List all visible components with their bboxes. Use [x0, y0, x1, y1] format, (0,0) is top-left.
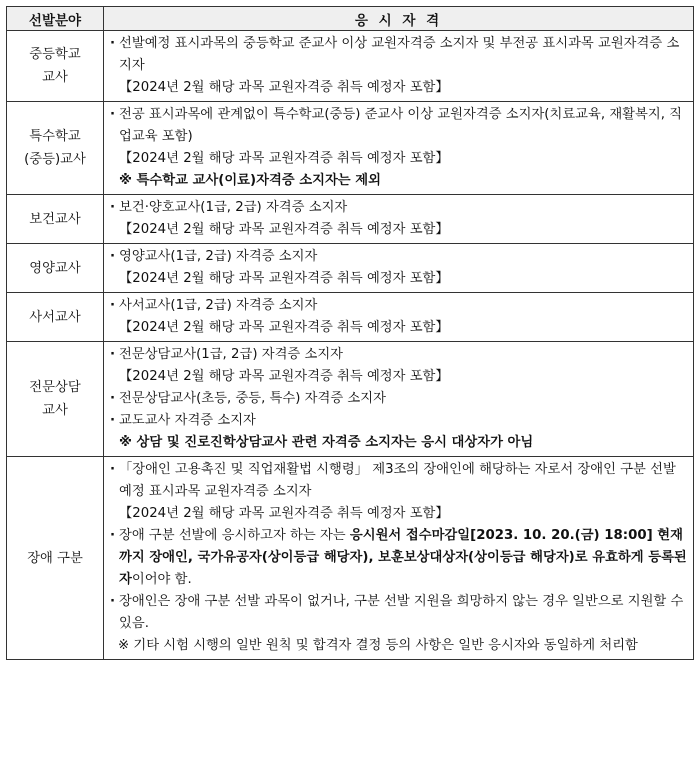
- expected-holder-note: 【2024년 2월 해당 과목 교원자격증 취득 예정자 포함】: [119, 369, 449, 384]
- bullet-item: · 선발예정 표시과목의 중등학교 준교사 이상 교원자격증 소지자 및 부전공 표시과목 교원자격증 소지자: [110, 33, 687, 77]
- category-label: 중등학교: [29, 47, 81, 62]
- qualification-cell: [104, 244, 694, 293]
- general-rule-note: ※ 기타 시험 시행의 일반 원칙 및 합격자 결정 등의 사항은 일반 응시자와 동일하게 처리함: [118, 638, 638, 653]
- qualification-cell: [104, 102, 694, 195]
- registration-deadline-text: 응시원서 접수마감일[2023. 10. 20.(금) 18:00] 현재까지 장애인, 국가유공자(상이등급 해당자), 보훈보상대상자(상이등급 해당자)로 유효하게 등록된 자: [119, 528, 687, 587]
- exclusion-note: ※ 상담 및 진로진학상담교사 관련 자격증 소지자는 응시 대상자가 아님: [119, 435, 534, 450]
- qualification-table: [6, 6, 694, 660]
- header-selection-field: 선발분야: [7, 7, 104, 31]
- bullet-item: · 전문상담교사(1급, 2급) 자격증 소지자: [110, 344, 687, 366]
- bullet-item: · 「장애인 고용촉진 및 직업재활법 시행령」 제3조의 장애인에 해당하는 자로서 장애인 구분 선발예정 표시과목 교원자격증 소지자: [110, 459, 687, 503]
- table-row: [7, 342, 694, 457]
- qualification-cell: [104, 195, 694, 244]
- qualification-cell: [104, 342, 694, 457]
- bullet-item: · 전공 표시과목에 관계없이 특수학교(중등) 준교사 이상 교원자격증 소지자(치료교육, 재활복지, 직업교육 포함): [110, 104, 687, 148]
- qualification-cell: [104, 293, 694, 342]
- bullet-item: · 보건·양호교사(1급, 2급) 자격증 소지자: [110, 197, 687, 219]
- expected-holder-note: 【2024년 2월 해당 과목 교원자격증 취득 예정자 포함】: [119, 271, 449, 286]
- table-row: [7, 457, 694, 660]
- table-row: [7, 293, 694, 342]
- exclusion-note: ※ 특수학교 교사(이료)자격증 소지자는 제외: [119, 173, 381, 188]
- category-label: 교사: [42, 403, 68, 418]
- category-cell: [7, 457, 104, 660]
- expected-holder-note: 【2024년 2월 해당 과목 교원자격증 취득 예정자 포함】: [119, 151, 449, 166]
- table-row: [7, 244, 694, 293]
- expected-holder-note: 【2024년 2월 해당 과목 교원자격증 취득 예정자 포함】: [119, 506, 449, 521]
- bullet-item: · 사서교사(1급, 2급) 자격증 소지자: [110, 295, 687, 317]
- category-label: 교사: [42, 70, 68, 85]
- category-cell: [7, 102, 104, 195]
- bullet-item: · 장애인은 장애 구분 선발 과목이 없거나, 구분 선발 지원을 희망하지 않는 경우 일반으로 지원할 수 있음.: [110, 591, 687, 635]
- expected-holder-note: 【2024년 2월 해당 과목 교원자격증 취득 예정자 포함】: [119, 222, 449, 237]
- expected-holder-note: 【2024년 2월 해당 과목 교원자격증 취득 예정자 포함】: [119, 80, 449, 95]
- bullet-text: 장애 구분 선발에 응시하고자 하는 자는: [119, 528, 350, 543]
- category-label: 영양교사: [29, 260, 81, 276]
- category-cell: [7, 342, 104, 457]
- bullet-item: [110, 525, 687, 591]
- table-row: [7, 195, 694, 244]
- expected-holder-note: 【2024년 2월 해당 과목 교원자격증 취득 예정자 포함】: [119, 320, 449, 335]
- category-cell: [7, 244, 104, 293]
- table-row: [7, 31, 694, 102]
- category-cell: [7, 31, 104, 102]
- category-cell: [7, 195, 104, 244]
- qualification-table-wrapper: [6, 6, 694, 660]
- bullet-item: · 영양교사(1급, 2급) 자격증 소지자: [110, 246, 687, 268]
- category-label: 특수학교: [29, 129, 81, 144]
- bullet-item: · 전문상담교사(초등, 중등, 특수) 자격증 소지자: [110, 388, 687, 410]
- table-row: [7, 102, 694, 195]
- bullet-item: · 교도교사 자격증 소지자: [110, 410, 687, 432]
- category-label: (중등)교사: [24, 152, 86, 167]
- category-label: 전문상담: [29, 380, 81, 395]
- bullet-text: 이어야 함.: [131, 572, 192, 587]
- category-cell: [7, 293, 104, 342]
- qualification-cell: [104, 457, 694, 660]
- qualification-cell: [104, 31, 694, 102]
- header-qualification: 응 시 자 격: [104, 7, 694, 31]
- category-label: 사서교사: [29, 309, 81, 325]
- category-label: 보건교사: [29, 211, 81, 227]
- table-header-row: [7, 7, 694, 31]
- category-label: 장애 구분: [27, 550, 83, 566]
